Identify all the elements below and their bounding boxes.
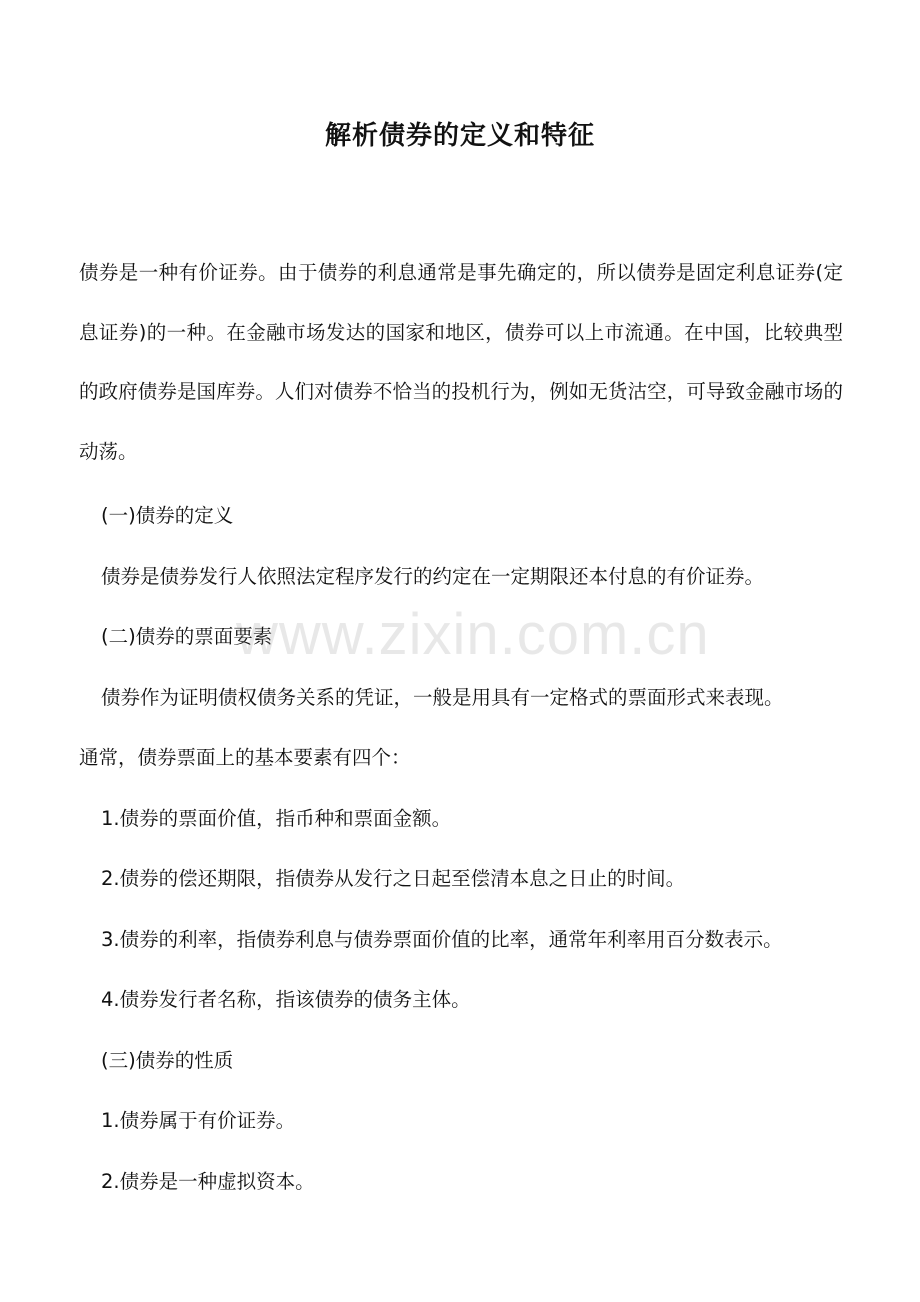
section-heading-elements: (二)债券的票面要素 (101, 625, 273, 648)
elements-text-line-2: 通常，债券票面上的基本要素有四个： (79, 746, 411, 769)
list-item: 2.债券是一种虚拟资本。 (101, 1170, 315, 1193)
list-item: 3.债券的利率，指债券利息与债券票面价值的比率，通常年利率用百分数表示。 (101, 928, 783, 951)
elements-text-line-1: 债券作为证明债权债务关系的凭证，一般是用具有一定格式的票面形式来表现。 (101, 686, 784, 709)
list-item: 4.债券发行者名称，指该债券的债务主体。 (101, 988, 471, 1011)
section-heading-nature: (三)债券的性质 (101, 1049, 234, 1072)
list-item: 1.债券属于有价证券。 (101, 1109, 296, 1132)
watermark: www.zixin.com.cn (236, 602, 710, 667)
list-item: 1.债券的票面价值，指币种和票面金额。 (101, 807, 452, 830)
document-title: 解析债券的定义和特征 (324, 121, 595, 151)
definition-text: 债券是债券发行人依照法定程序发行的约定在一定期限还本付息的有价证券。 (101, 565, 765, 588)
intro-paragraph: 债券是一种有价证券。由于债券的利息通常是事先确定的，所以债券是固定利息证券(定息证券)的一种。在金融市场发达的国家和地区，债券可以上市流通。在中国，比较典型的政府债券是国库券。人们对债券不恰当的投机行为，例如无货沽空，可导致金融市场的动荡。 (79, 261, 843, 463)
list-item: 2.债券的偿还期限，指债券从发行之日起至偿清本息之日止的时间。 (101, 867, 686, 890)
section-heading-definition: (一)债券的定义 (101, 504, 234, 527)
